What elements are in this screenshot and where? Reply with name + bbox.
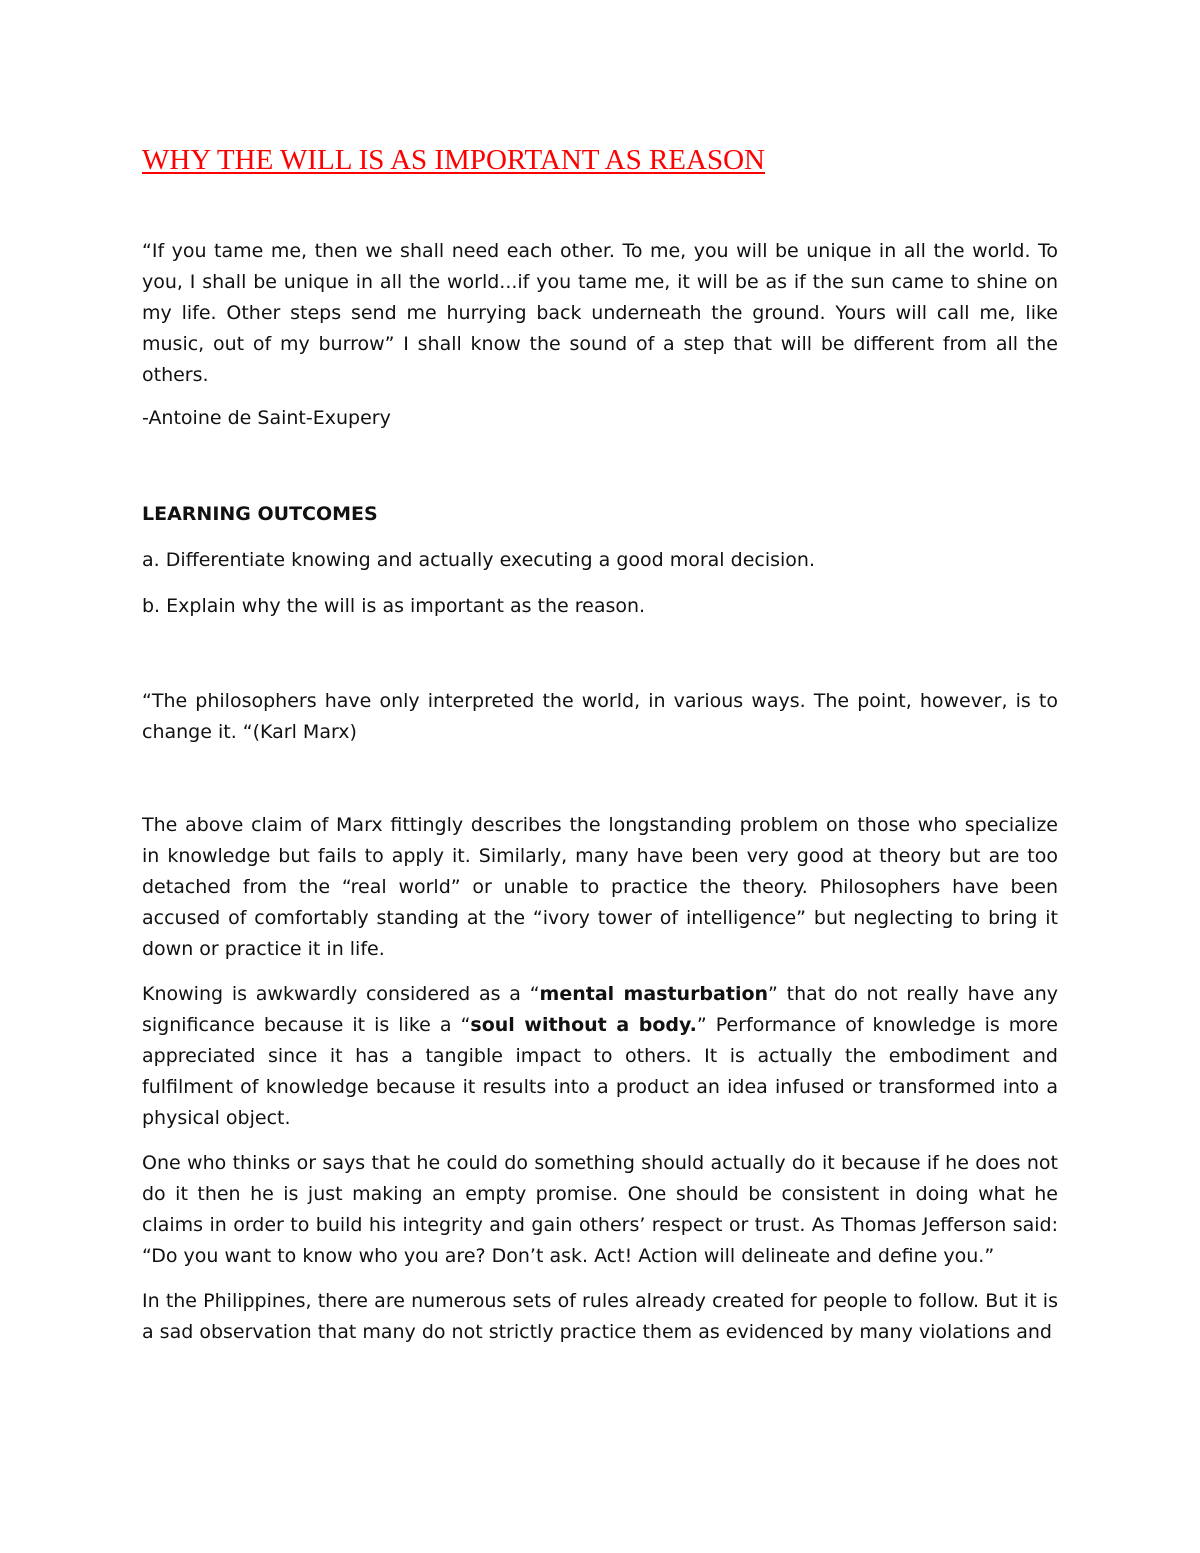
bold-phrase-mental: mental masturbation (539, 983, 769, 1005)
learning-outcome-item: a. Differentiate knowing and actually executing a good moral decision. (142, 549, 815, 571)
paragraph-text: Knowing is awkwardly considered as a “ (142, 983, 540, 1005)
body-paragraph-4: In the Philippines, there are numerous sets of rules already created for people to follow. But it is a sad observation that many do not strictly practice them as evidenced by many violations and (142, 1290, 1058, 1343)
document-content (142, 140, 1058, 1362)
epigraph-author: -Antoine de Saint-Exupery (142, 407, 391, 429)
paragraph-text: ” that do not really have any significance because it is like a “ (142, 983, 1059, 1036)
paragraph-text: ” Performance of knowledge is more appreciated since it has a tangible impact to others. It is actually the embodiment and fulfilment of knowledge because it results into a product an idea infused or transformed into a physical object. (142, 1014, 1058, 1129)
bold-phrase-soul: soul without a body. (470, 1014, 697, 1036)
body-paragraph-3: One who thinks or says that he could do something should actually do it because if he does not do it then he is just making an empty promise. One should be consistent in doing what he claims in order to build his integrity and gain others’ respect or trust. As Thomas Jefferson said: “Do you want to know who you are? Don’t ask. Act! Action will delineate and define you.” (142, 1152, 1058, 1267)
marx-quote: “The philosophers have only interpreted the world, in various ways. The point, however, is to change it. “(Karl Marx) (142, 690, 1058, 743)
learning-outcomes-heading: LEARNING OUTCOMES (142, 503, 378, 525)
body-paragraph-2 (142, 979, 1058, 1134)
learning-outcome-item: b. Explain why the will is as important as the reason. (142, 595, 646, 617)
epigraph-quote: “If you tame me, then we shall need each other. To me, you will be unique in all the world. To you, I shall be unique in all the world...if you tame me, it will be as if the sun came to shine on my life. Other steps send me hurrying back underneath the ground. Yours will call me, like music, out of my burrow” I shall know the sound of a step that will be different from all the others. (142, 240, 1058, 386)
document-title: WHY THE WILL IS AS IMPORTANT AS REASON (142, 144, 765, 176)
body-paragraph-1: The above claim of Marx fittingly describes the longstanding problem on those who specialize in knowledge but fails to apply it. Similarly, many have been very good at theory but are too detached from the “real world” or unable to practice the theory. Philosophers have been accused of comfortably standing at the “ivory tower of intelligence” but neglecting to bring it down or practice it in life. (142, 814, 1058, 960)
